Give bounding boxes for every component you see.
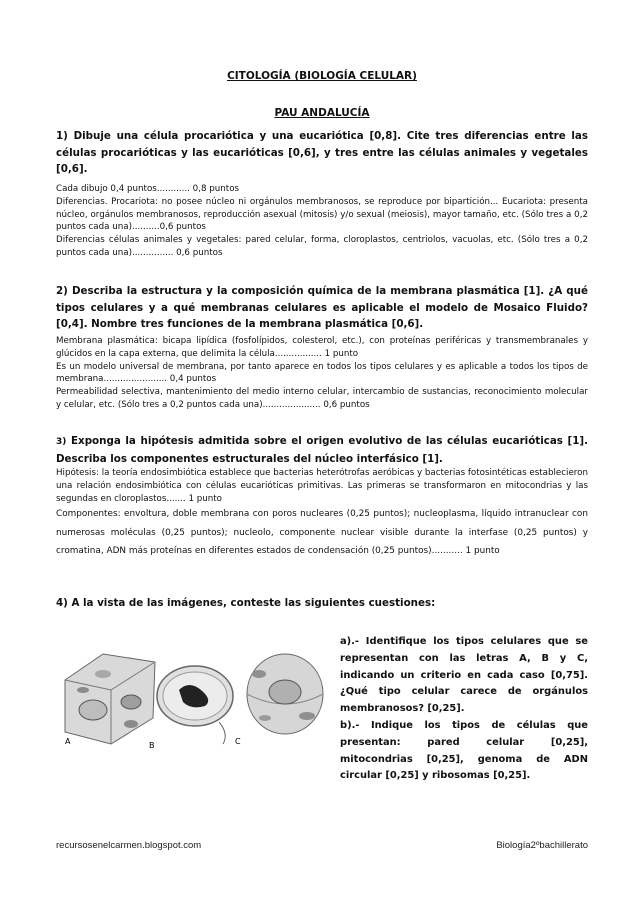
animal-cell-illustration [247,654,323,734]
answer-1 [56,183,588,260]
answer-line: Diferencias. Procariota: no posee núcleo ni orgánulos membranosos, se reproduce por bipartición... Eucariota: presenta núcleo, orgánulos membranosos, reproducción asexual (mitosis) y/o sexual (meiosis), mayor tamaño, etc. (Sólo tres a 0,2 puntos cada una)..........0,6 puntos [56,196,588,233]
document-page [56,0,588,903]
label-a: A [65,737,71,746]
question-4a: a).- Identifique los tipos celulares que se representan con las letras A, B y C, indicando un criterio en cada caso [0,75]. ¿Qué tipo celular carece de orgánulos membranosos? [0,25]. [340,636,588,715]
answer-3 [56,467,588,505]
question-3-text: Exponga la hipótesis admitida sobre el origen evolutivo de las células eucarióticas [1]. Describa los componentes estructurales del núcleo interfásico [1]. [56,435,588,465]
question-3 [56,433,588,467]
answer-line: Membrana plasmática: bicapa lipídica (fosfolípidos, colesterol, etc.), con proteínas periféricas y transmembranales y glúcidos en la capa externa, que delimita la célula................. 1 punto [56,336,588,359]
page-title: CITOLOGÍA (BIOLOGÍA CELULAR) [227,70,417,82]
answer-3b [56,505,588,561]
cell-images [59,644,327,754]
footer-course: Biología2ºbachillerato [496,840,588,851]
answer-line: Es un modelo universal de membrana, por tanto aparece en todos los tipos celulares y es aplicable a todos los tipos de membrana....................... 0,4 puntos [56,361,588,385]
answer-line: Diferencias células animales y vegetales: pared celular, forma, cloroplastos, centriolos, vacuolas, etc. (Sólo tres a 0,2 puntos cada una)............... 0,6 puntos [56,235,588,258]
plant-cell-illustration [65,654,155,744]
answer-line: Permeabilidad selectiva, mantenimiento del medio interno celular, intercambio de sustancias, reconocimiento molecular y celular, etc. (Sólo tres a 0,2 puntos cada una)..................... 0,6 puntos [56,387,588,410]
question-3-number: 3) [56,437,67,447]
question-4: 4) A la vista de las imágenes, conteste las siguientes cuestiones: [56,597,436,609]
question-2: 2) Describa la estructura y la composición química de la membrana plasmática [1]. ¿A qué tipos celulares y a qué membranas celulares es aplicable el modelo de Mosaico Fluido? [0,4]. Nombre tres funciones de la membrana plasmática [0,6]. [56,285,588,330]
answer-2 [56,335,588,412]
answer-line: Hipótesis: la teoría endosimbiótica establece que bacterias heterótrofas aeróbicas y bacterias fotosintéticas establecieron una relación endosimbiótica con células eucarióticas primitivas. Las primeras se transformaron en mitocondrias y las segundas en cloroplastos....... 1 punto [56,468,588,504]
page-subtitle: PAU ANDALUCÍA [274,107,370,119]
label-b: B [149,741,155,750]
answer-line: Componentes: envoltura, doble membrana con poros nucleares (0,25 puntos); nucleoplasma, líquido intranuclear con numerosas moléculas (0,25 puntos); nucleolo, componente nuclear visible durante la interfase (0,25 puntos) y cromatina, ADN más proteínas en diferentes estados de condensación (0,25 puntos)........... 1 punto [56,509,588,556]
question-4-parts [340,634,588,785]
answer-line: Cada dibujo 0,4 puntos............ 0,8 puntos [56,184,240,194]
question-1: 1) Dibuje una célula procariótica y una eucariótica [0,8]. Cite tres diferencias entre las células procarióticas y las eucarióticas [0,6], y tres entre las células animales y vegetales [0,6]. [56,130,588,175]
question-4b: b).- Indique los tipos de células que presentan: pared celular [0,25], mitocondrias [0,25], genoma de ADN circular [0,25] y ribosomas [0,25]. [340,719,588,782]
label-c: C [235,737,241,746]
footer-source: recursosenelcarmen.blogspot.com [56,840,202,851]
bacterial-cell-illustration [157,666,233,744]
